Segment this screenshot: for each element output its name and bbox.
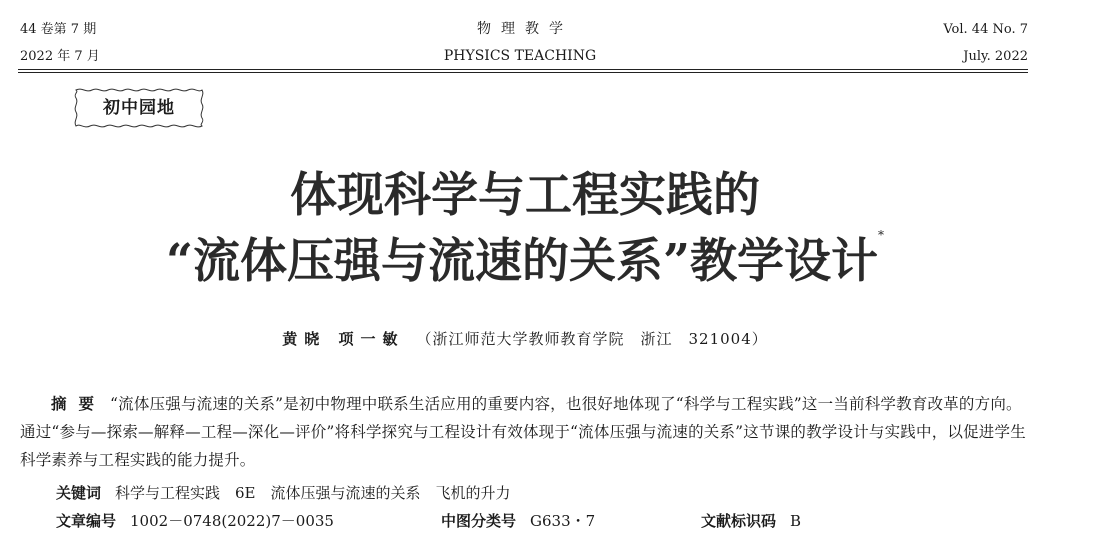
author-names: 黄晓 项一敏 [282, 330, 405, 348]
abstract-paragraph [20, 390, 1030, 474]
keywords-line [56, 482, 511, 503]
article-number-label: 文章编号 [56, 512, 117, 530]
article-title-line2 [0, 224, 1050, 291]
section-badge [72, 86, 206, 130]
document-code-label: 文献标识码 [701, 512, 777, 530]
section-label: 初中园地 [103, 98, 175, 118]
journal-name [330, 16, 710, 70]
document-code-line [701, 510, 801, 531]
clc-number-line [441, 510, 595, 531]
byline [0, 328, 1050, 349]
article-title-line1: 体现科学与工程实践的 [290, 168, 760, 223]
header-rule-top [18, 69, 1028, 70]
issue-date-cn: 2022 年 7 月 [20, 49, 100, 64]
keywords-label: 关键词 [56, 484, 102, 502]
clc-number-value: G633・7 [530, 512, 596, 530]
article-title-line2-text: “流体压强与流速的关系”教学设计 [165, 234, 879, 289]
journal-name-en: PHYSICS TEACHING [443, 48, 597, 64]
issue-info-en [943, 16, 1028, 70]
journal-header [0, 16, 1106, 76]
clc-number-label: 中图分类号 [441, 512, 517, 530]
issue-date-en: July. 2022 [963, 49, 1028, 64]
document-code-value: B [790, 512, 802, 530]
keywords-value: 科学与工程实践 6E 流体压强与流速的关系 飞机的升力 [115, 484, 511, 502]
abstract-label: 摘要 [51, 395, 107, 413]
author-affiliation: （浙江师范大学教师教育学院 浙江 321004） [416, 330, 768, 348]
volume-number-en: Vol. 44 No. 7 [943, 22, 1028, 37]
abstract-text: “流体压强与流速的关系”是初中物理中联系生活应用的重要内容，也很好地体现了“科学与工程实践”这一当前科学教育改革的方向。通过“参与—探索—解释—工程—深化—评价”将科学探究与工程设计有效体现于“流体压强与流速的关系”这节课的教学设计与实践中，以促进学生科学素养与工程实践的能力提升。 [20, 395, 1026, 469]
issue-info [20, 16, 100, 70]
article-number-value: 1002－0748(2022)7－0035 [130, 512, 334, 530]
journal-name-cn: 物理教学 [477, 21, 573, 37]
funding-footnote-mark: * [878, 228, 885, 242]
header-rule-bottom [18, 72, 1028, 73]
volume-issue: 44 卷第 7 期 [20, 22, 97, 37]
article-number-line [56, 510, 334, 531]
